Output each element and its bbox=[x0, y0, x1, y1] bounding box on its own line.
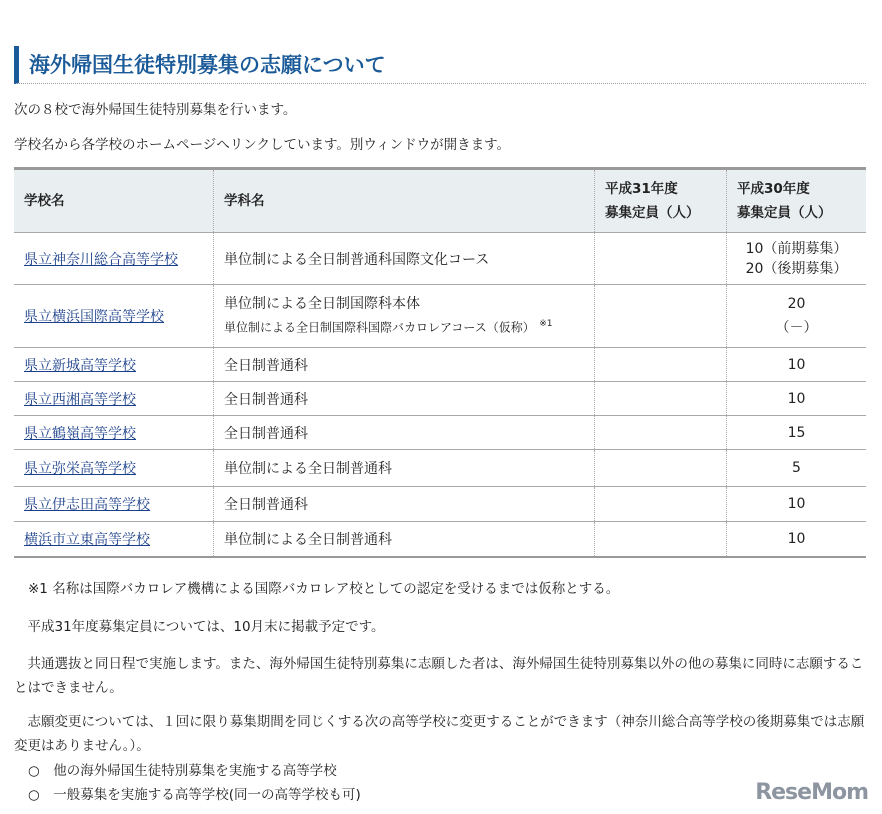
school-link[interactable]: 県立弥栄高等学校 bbox=[24, 461, 136, 477]
h31-cell bbox=[595, 285, 727, 348]
h31-cell bbox=[595, 450, 727, 487]
dept-cell: 単位制による全日制普通科 bbox=[214, 522, 595, 557]
schools-table bbox=[14, 167, 866, 558]
school-link[interactable]: 県立鶴嶺高等学校 bbox=[24, 425, 136, 442]
h30-cell: 20 （－） bbox=[727, 285, 867, 348]
option-item: ○ 他の海外帰国生徒特別募集を実施する高等学校 bbox=[28, 763, 337, 779]
h30-cell: 10 bbox=[727, 348, 867, 382]
header-school: 学校名 bbox=[14, 169, 214, 233]
school-link[interactable]: 県立新城高等学校 bbox=[24, 357, 136, 374]
dept-cell: 全日制普通科 bbox=[214, 416, 595, 450]
option-item: ○ 一般募集を実施する高等学校(同一の高等学校も可) bbox=[28, 787, 361, 803]
header-h31: 平成31年度 募集定員（人） bbox=[595, 169, 727, 233]
intro-link-text: 学校名から各学校のホームページへリンクしています。別ウィンドウが開きます。 bbox=[14, 137, 510, 153]
note-capacity: 平成31年度募集定員については、10月末に掲載予定です。 bbox=[14, 619, 385, 635]
h31-cell bbox=[595, 487, 727, 522]
h31-cell bbox=[595, 382, 727, 416]
h30-cell: 10 bbox=[727, 487, 867, 522]
header-h30: 平成30年度 募集定員（人） bbox=[727, 169, 867, 233]
table-row bbox=[14, 416, 866, 450]
note-change: 志願変更については、１回に限り募集期間を同じくする次の高等学校に変更することができます（神奈川総合高等学校の後期募集では志願変更はありません。）。 bbox=[14, 714, 865, 754]
table-row bbox=[14, 233, 866, 285]
table-row bbox=[14, 522, 866, 557]
dept-cell: 単位制による全日制普通科国際文化コース bbox=[214, 233, 595, 285]
dept-cell: 全日制普通科 bbox=[214, 348, 595, 382]
table-row bbox=[14, 285, 866, 348]
table-row bbox=[14, 382, 866, 416]
note-schedule: 共通選抜と同日程で実施します。また、海外帰国生徒特別募集に志願した者は、海外帰国生徒特別募集以外の他の募集に同時に志願することはできません。 bbox=[14, 656, 864, 696]
table-row bbox=[14, 348, 866, 382]
resemom-logo: ReseMom bbox=[755, 780, 868, 805]
page-title: 海外帰国生徒特別募集の志願について bbox=[14, 46, 866, 84]
dept-cell: 全日制普通科 bbox=[214, 382, 595, 416]
h31-cell bbox=[595, 233, 727, 285]
dept-cell: 単位制による全日制普通科 bbox=[214, 450, 595, 487]
h30-cell: 10 bbox=[727, 382, 867, 416]
h31-cell bbox=[595, 522, 727, 557]
school-link[interactable]: 県立西湘高等学校 bbox=[24, 391, 136, 408]
dept-cell: 単位制による全日制国際科本体 単位制による全日制国際科国際バカロレアコース（仮称） $^{※1}$ bbox=[214, 285, 595, 348]
h30-cell: 10（前期募集） 20（後期募集） bbox=[727, 233, 867, 285]
h31-cell bbox=[595, 416, 727, 450]
school-link[interactable]: 横浜市立東高等学校 bbox=[24, 531, 150, 548]
footnote: ※1 名称は国際バカロレア機構による国際バカロレア校としての認定を受けるまでは仮称とする。 bbox=[28, 581, 620, 597]
table-row bbox=[14, 450, 866, 487]
header-dept: 学科名 bbox=[214, 169, 595, 233]
table-row bbox=[14, 487, 866, 522]
h31-cell bbox=[595, 348, 727, 382]
school-link[interactable]: 県立神奈川総合高等学校 bbox=[24, 251, 178, 268]
school-link[interactable]: 県立伊志田高等学校 bbox=[24, 497, 150, 513]
intro-text: 次の８校で海外帰国生徒特別募集を行います。 bbox=[14, 102, 297, 118]
table-header bbox=[14, 169, 866, 233]
h30-cell: 10 bbox=[727, 522, 867, 557]
dept-cell: 全日制普通科 bbox=[214, 487, 595, 522]
h30-cell: 5 bbox=[727, 450, 867, 487]
school-link[interactable]: 県立横浜国際高等学校 bbox=[24, 309, 164, 325]
h30-cell: 15 bbox=[727, 416, 867, 450]
